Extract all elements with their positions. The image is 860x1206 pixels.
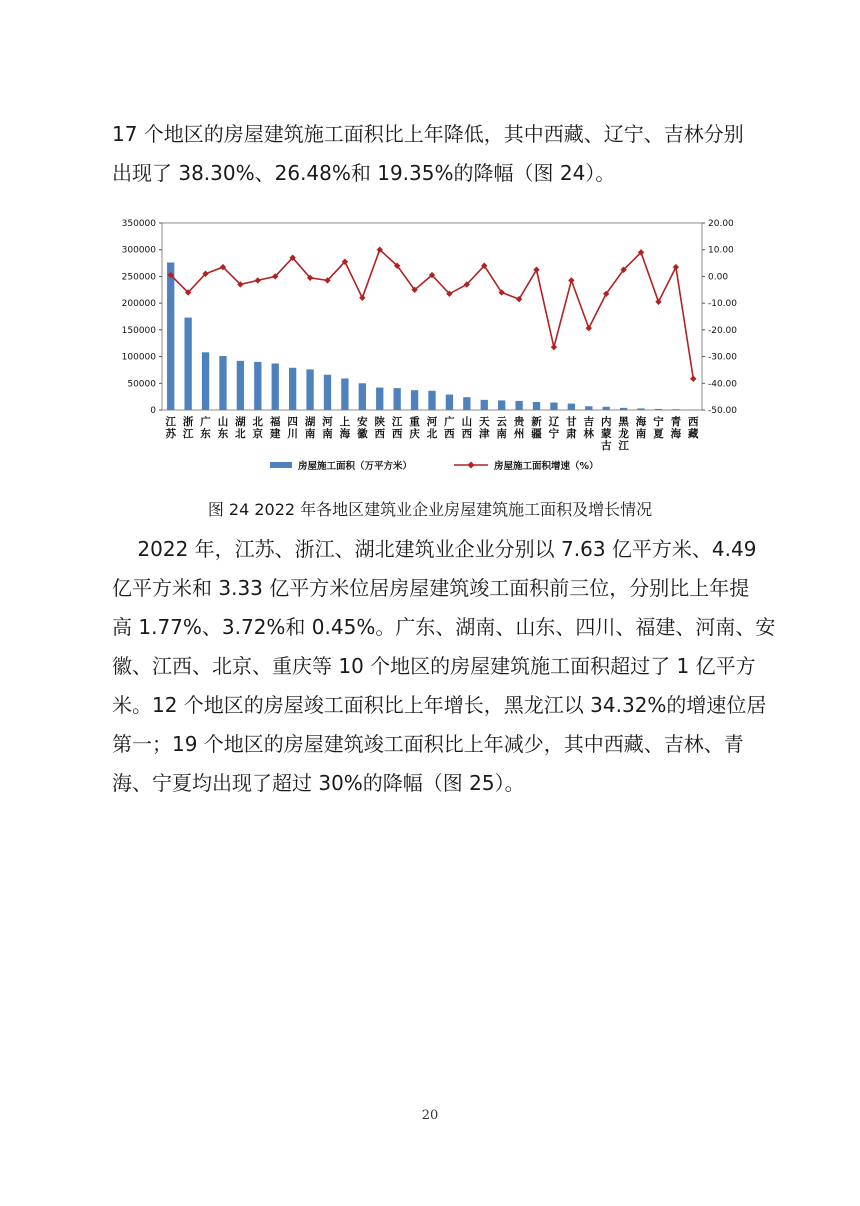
paragraph-line: 出现了 38.30%、26.48%和 19.35%的降幅（图 24）。 <box>112 161 616 185</box>
bar <box>237 361 244 410</box>
paragraph-line: 高 1.77%、3.72%和 0.45%。广东、湖南、山东、四川、福建、河南、安 <box>112 615 776 639</box>
category-label: 湖北 <box>235 416 246 440</box>
left-axis-tick-label: 150000 <box>121 325 156 336</box>
category-label: 内蒙古 <box>600 416 612 452</box>
bar <box>359 383 366 410</box>
paragraph-line: 亿平方米和 3.33 亿平方米位居房屋建筑竣工面积前三位，分别比上年提 <box>112 576 750 600</box>
bar <box>481 400 488 410</box>
left-axis <box>122 219 162 416</box>
bar <box>219 356 226 410</box>
bar <box>637 408 644 410</box>
right-axis-tick-label: -30.00 <box>708 352 738 363</box>
bar <box>550 403 557 410</box>
line-point <box>568 277 574 283</box>
line-series <box>168 247 697 382</box>
category-label: 河南 <box>322 416 333 440</box>
left-axis-tick-label: 350000 <box>121 219 156 229</box>
category-label: 新疆 <box>531 416 542 440</box>
category-label: 宁夏 <box>653 416 664 440</box>
right-axis <box>702 219 737 416</box>
line-point <box>551 344 557 350</box>
bar <box>289 368 296 410</box>
chart <box>112 212 752 487</box>
category-label: 青海 <box>670 416 682 440</box>
bar <box>655 409 662 410</box>
bar <box>254 362 261 410</box>
category-label: 山东 <box>217 416 229 440</box>
right-axis-tick-label: 0.00 <box>708 272 729 283</box>
category-label: 江苏 <box>165 416 176 440</box>
bar <box>272 364 279 410</box>
category-label: 广西 <box>444 416 455 440</box>
category-label: 吉林 <box>583 416 595 440</box>
category-label: 山西 <box>461 416 473 440</box>
category-label: 安徽 <box>357 416 368 440</box>
bar <box>202 352 209 410</box>
legend-label-bar: 房屋施工面积（万平方米） <box>298 461 413 472</box>
left-axis-tick-label: 50000 <box>127 379 156 390</box>
category-label: 贵州 <box>513 416 525 440</box>
bar <box>463 397 470 410</box>
growth-line <box>171 250 694 379</box>
left-axis-tick-label: 0 <box>150 406 156 416</box>
bar <box>568 404 575 410</box>
bar <box>167 263 174 410</box>
paragraph-2 <box>112 530 776 803</box>
category-label: 甘肃 <box>566 416 577 440</box>
legend-label-line: 房屋施工面积增速（%） <box>494 461 599 472</box>
category-labels <box>164 415 699 452</box>
paragraph-line: 米。12 个地区的房屋竣工面积比上年增长，黑龙江以 34.32%的增速位居 <box>112 693 767 717</box>
category-label: 上海 <box>339 416 351 440</box>
category-label: 黑龙江 <box>618 416 629 452</box>
bar <box>184 318 191 410</box>
right-axis-tick-label: -50.00 <box>708 406 738 416</box>
bar <box>324 375 331 410</box>
line-point <box>586 325 592 331</box>
right-axis-tick-label: 20.00 <box>708 219 734 229</box>
paragraph-1 <box>112 115 752 193</box>
line-point <box>690 376 696 382</box>
paragraph-line: 第一；19 个地区的房屋建筑竣工面积比上年减少，其中西藏、吉林、青 <box>112 732 744 756</box>
bar <box>585 406 592 410</box>
category-label: 海南 <box>635 416 647 440</box>
bar <box>620 408 627 410</box>
page-number: 20 <box>421 1108 439 1123</box>
chart-svg <box>112 212 752 487</box>
category-label: 河北 <box>426 416 438 440</box>
left-axis-tick-label: 200000 <box>121 299 156 310</box>
bar <box>306 369 313 410</box>
category-label: 天津 <box>479 416 490 440</box>
bar <box>376 388 383 410</box>
category-label: 江西 <box>391 416 403 440</box>
bar <box>428 391 435 410</box>
line-point <box>359 295 365 301</box>
paragraph-line: 2022 年，江苏、浙江、湖北建筑业企业分别以 7.63 亿平方米、4.49 <box>112 537 757 561</box>
right-axis-tick-label: -20.00 <box>708 325 738 336</box>
category-label: 四川 <box>287 416 298 440</box>
right-axis-tick-label: -40.00 <box>708 379 738 390</box>
line-point <box>673 264 679 270</box>
category-label: 浙江 <box>182 416 194 440</box>
category-label: 重庆 <box>409 416 420 440</box>
line-point <box>255 277 261 283</box>
bar <box>394 388 401 410</box>
right-axis-tick-label: 10.00 <box>708 245 734 256</box>
bar <box>341 378 348 410</box>
legend-swatch-marker <box>468 462 475 469</box>
category-label: 辽宁 <box>548 416 560 440</box>
right-axis-tick-label: -10.00 <box>708 299 738 310</box>
category-label: 北京 <box>252 416 264 440</box>
legend <box>270 460 599 472</box>
category-label: 广东 <box>200 416 211 440</box>
left-axis-tick-label: 250000 <box>121 272 156 283</box>
category-label: 陕西 <box>374 416 385 440</box>
bar <box>446 395 453 410</box>
figure-caption: 图 24 2022 年各地区建筑业企业房屋建筑施工面积及增长情况 <box>207 500 653 519</box>
category-label: 云南 <box>496 416 507 440</box>
left-axis-tick-label: 300000 <box>121 245 156 256</box>
legend-swatch-bar <box>270 462 292 468</box>
category-label: 福建 <box>269 416 281 440</box>
category-label: 湖南 <box>304 416 316 440</box>
bar <box>411 390 418 410</box>
bar <box>533 402 540 410</box>
left-axis-tick-label: 100000 <box>121 352 156 363</box>
category-label: 西藏 <box>688 416 699 440</box>
paragraph-line: 17 个地区的房屋建筑施工面积比上年降低，其中西藏、辽宁、吉林分别 <box>112 122 744 146</box>
bar <box>515 401 522 410</box>
bar <box>498 400 505 410</box>
bar-series <box>167 263 697 410</box>
line-point <box>655 299 661 305</box>
paragraph-line: 徽、江西、北京、重庆等 10 个地区的房屋建筑施工面积超过了 1 亿平方 <box>112 654 756 678</box>
paragraph-line: 海、宁夏均出现了超过 30%的降幅（图 25）。 <box>112 771 525 795</box>
bar <box>672 409 679 410</box>
bar <box>603 407 610 410</box>
